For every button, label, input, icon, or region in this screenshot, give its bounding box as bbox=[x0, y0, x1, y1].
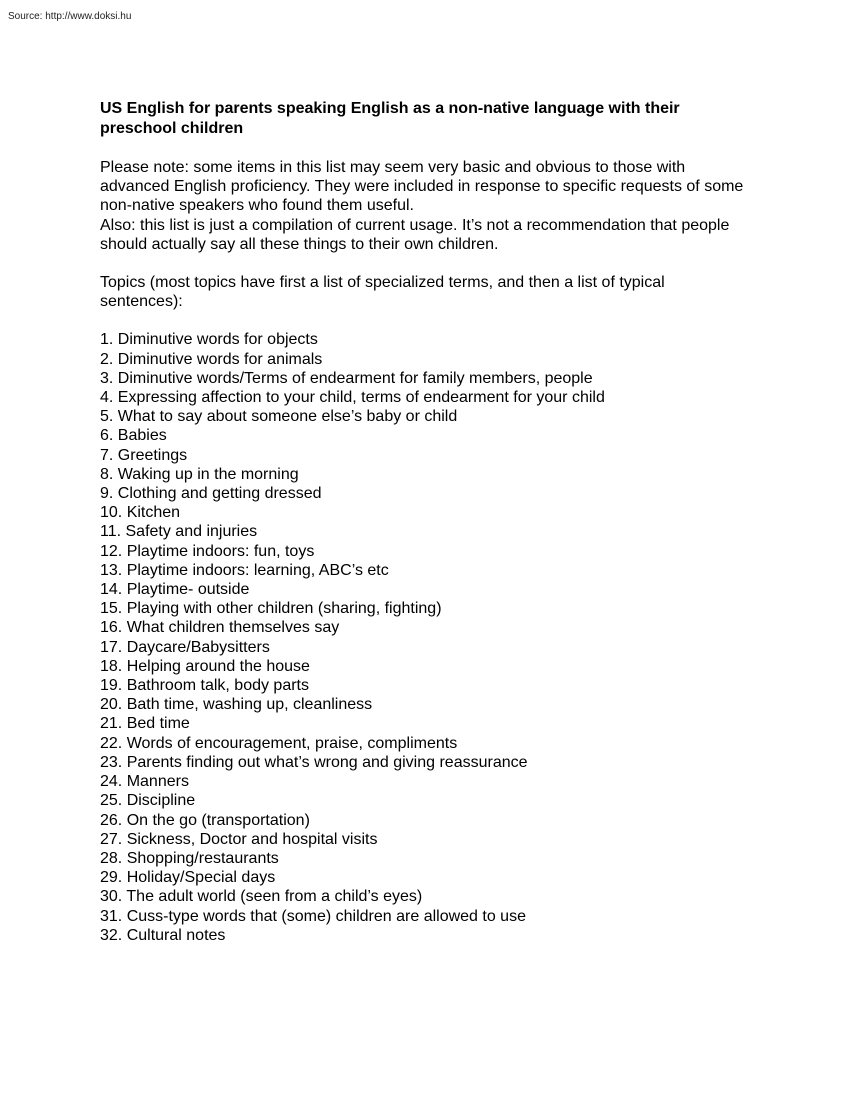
list-item: 2. Diminutive words for animals bbox=[100, 350, 323, 368]
list-item: 23. Parents finding out what’s wrong and giving reassurance bbox=[100, 753, 528, 771]
list-item: 24. Manners bbox=[100, 773, 189, 791]
list-item: 7. Greetings bbox=[100, 446, 188, 464]
spacer bbox=[100, 311, 750, 330]
list-item: 18. Helping around the house bbox=[100, 657, 310, 675]
list-item: 3. Diminutive words/Terms of endearment for family members, people bbox=[100, 369, 593, 387]
list-item: 8. Waking up in the morning bbox=[100, 465, 299, 483]
list-item: 9. Clothing and getting dressed bbox=[100, 485, 322, 503]
document-title: US English for parents speaking English as a non-native language with their preschool children bbox=[100, 100, 680, 137]
list-item: 5. What to say about someone else’s baby or child bbox=[100, 408, 458, 426]
list-item: 29. Holiday/Special days bbox=[100, 869, 276, 887]
list-item: 11. Safety and injuries bbox=[100, 523, 258, 541]
list-item: 17. Daycare/Babysitters bbox=[100, 638, 270, 656]
list-item: 4. Expressing affection to your child, terms of endearment for your child bbox=[100, 389, 605, 407]
list-item: 16. What children themselves say bbox=[100, 619, 340, 637]
list-item: 26. On the go (transportation) bbox=[100, 811, 310, 829]
list-item: 28. Shopping/restaurants bbox=[100, 849, 279, 867]
spacer bbox=[100, 139, 750, 158]
list-item: 13. Playtime indoors: learning, ABC’s etc bbox=[100, 561, 389, 579]
list-item: 30. The adult world (seen from a child’s eyes) bbox=[100, 888, 423, 906]
list-item: 14. Playtime- outside bbox=[100, 581, 250, 599]
list-item: 21. Bed time bbox=[100, 715, 190, 733]
list-item: 10. Kitchen bbox=[100, 504, 181, 522]
list-item: 19. Bathroom talk, body parts bbox=[100, 677, 309, 695]
topics-list bbox=[100, 330, 750, 945]
list-item: 22. Words of encouragement, praise, compliments bbox=[100, 734, 458, 752]
list-item: 15. Playing with other children (sharing, fighting) bbox=[100, 600, 442, 618]
list-item: 25. Discipline bbox=[100, 792, 196, 810]
list-item: 32. Cultural notes bbox=[100, 926, 226, 944]
list-item: 31. Cuss-type words that (some) children are allowed to use bbox=[100, 907, 526, 925]
list-item: 27. Sickness, Doctor and hospital visits bbox=[100, 830, 378, 848]
list-item: 6. Babies bbox=[100, 427, 167, 445]
list-item: 20. Bath time, washing up, cleanliness bbox=[100, 696, 373, 714]
source-label: Source: http://www.doksi.hu bbox=[8, 11, 132, 22]
topics-intro: Topics (most topics have first a list of specialized terms, and then a list of typical sentences): bbox=[100, 274, 665, 311]
also-paragraph: Also: this list is just a compilation of current usage. It’s not a recommendation that people should actually say all these things to their own children. bbox=[100, 216, 730, 253]
note-paragraph: Please note: some items in this list may seem very basic and obvious to those with advanced English proficiency. They were included in response to specific requests of some non-native speakers who found them useful. bbox=[100, 159, 744, 215]
document-body bbox=[100, 99, 750, 945]
spacer bbox=[100, 254, 750, 273]
list-item: 1. Diminutive words for objects bbox=[100, 331, 318, 349]
list-item: 12. Playtime indoors: fun, toys bbox=[100, 542, 315, 560]
